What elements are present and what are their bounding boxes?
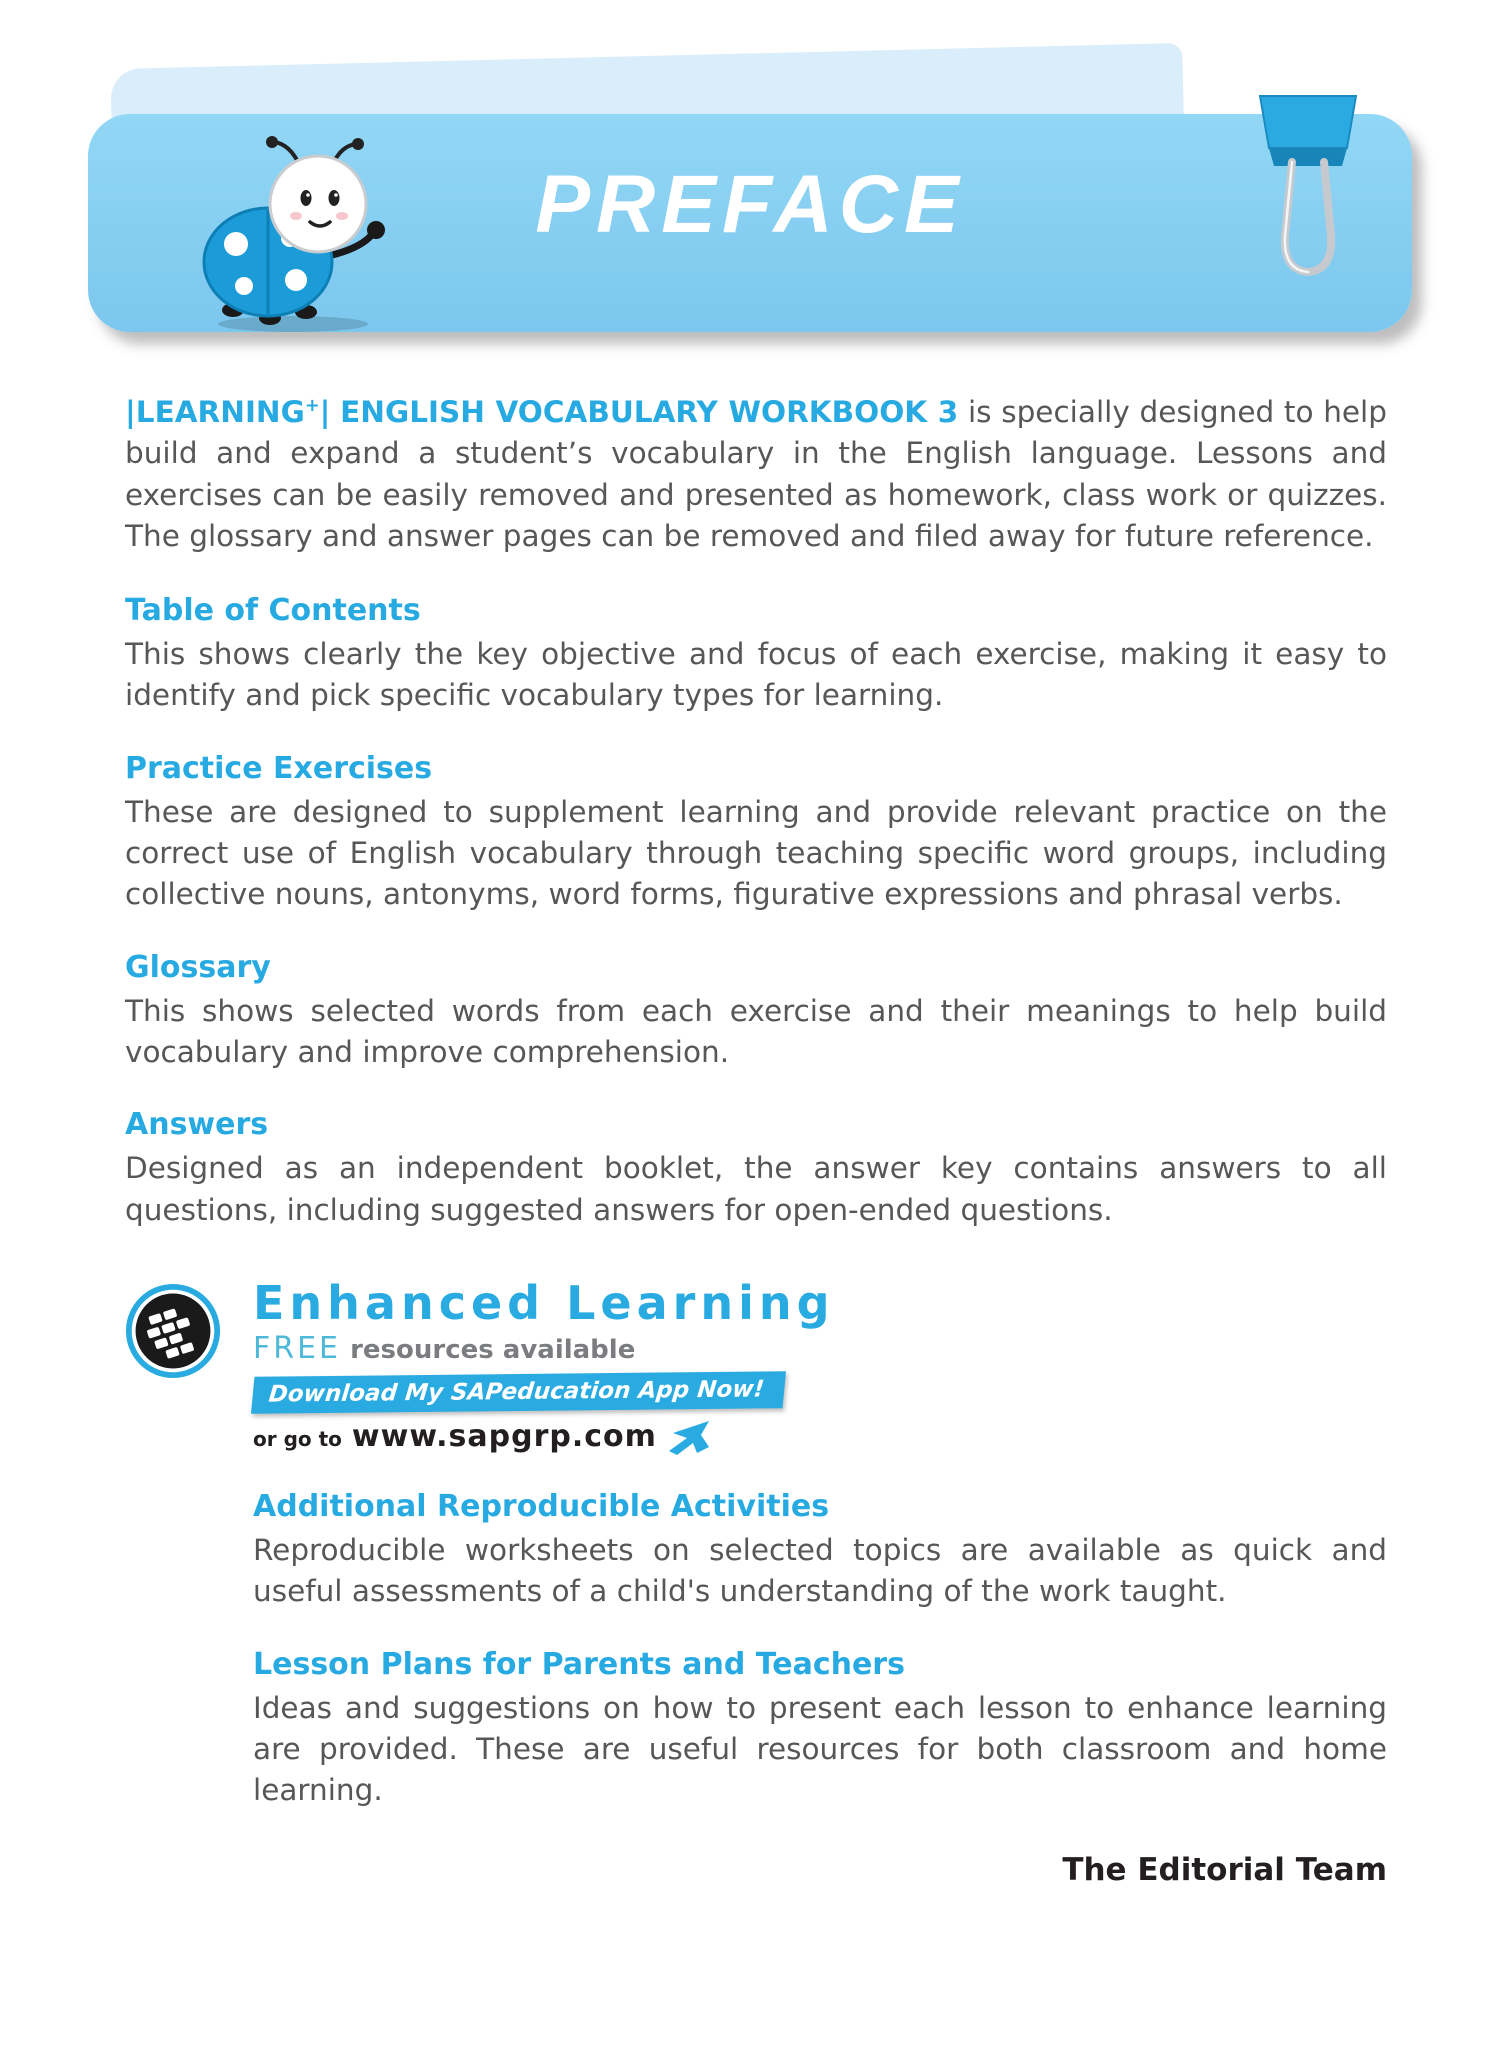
editorial-team-signature: The Editorial Team: [1062, 1852, 1387, 1888]
subsection-heading: Additional Reproducible Activities: [253, 1489, 830, 1525]
section-body: This shows selected words from each exercise and their meanings to help build vocabulary and improve comprehension.: [125, 993, 1387, 1069]
section-body: Designed as an independent booklet, the answer key contains answers to all questions, including suggested answers for open-ended questions.: [125, 1151, 1387, 1227]
intro-paragraph: [125, 392, 1387, 557]
cursor-arrow-icon: [667, 1419, 711, 1455]
subsection-body: Reproducible worksheets on selected topics are available as quick and useful assessments of a child's understanding of the work taught.: [253, 1533, 1387, 1609]
enhanced-learning-header: [125, 1275, 1387, 1455]
subsection-lesson-plans: [253, 1647, 1387, 1812]
section-heading: Table of Contents: [125, 593, 421, 629]
section-body: This shows clearly the key objective and focus of each exercise, making it easy to identify and pick specific vocabulary types for learning.: [125, 637, 1387, 713]
free-rest: resources available: [350, 1335, 636, 1366]
brand-post: |: [319, 395, 331, 429]
website-link[interactable]: www.sapgrp.com: [351, 1419, 657, 1455]
page-title: PREFACE: [535, 159, 965, 250]
content-area: [125, 392, 1387, 1812]
free-resources-line: [253, 1331, 835, 1366]
free-word: FREE: [253, 1331, 342, 1367]
section-practice-exercises: [125, 751, 1387, 916]
section-heading: Glossary: [125, 949, 271, 985]
download-app-banner[interactable]: Download My SAPeducation App Now!: [251, 1371, 786, 1414]
enhanced-learning-block: [125, 1275, 1387, 1812]
subsection-heading: Lesson Plans for Parents and Teachers: [253, 1646, 905, 1682]
brand-pre: |LEARNING: [125, 395, 305, 429]
section-heading: Answers: [125, 1107, 269, 1143]
brand-name: [125, 395, 330, 429]
intro-text: is specially designed to help build and expand a student’s vocabulary in the English language. Lessons and exercises can be easily removed and presented as homework, class work or quizzes. The glossary and answer pages can be removed and filed away for future reference.: [125, 395, 1387, 553]
section-body: These are designed to supplement learning and provide relevant practice on the correct use of English vocabulary through teaching specific word groups, including collective nouns, antonyms, word forms, figurative expressions and phrasal verbs.: [125, 794, 1387, 912]
go-to-prefix: or go to: [253, 1427, 342, 1452]
binder-clip-icon: [1250, 88, 1366, 293]
book-title: ENGLISH VOCABULARY WORKBOOK 3: [340, 395, 959, 429]
subsection-body: Ideas and suggestions on how to present each lesson to enhance learning are provided. These are useful resources for both classroom and home learning.: [253, 1690, 1387, 1808]
section-glossary: [125, 950, 1387, 1074]
section-heading: Practice Exercises: [125, 750, 433, 786]
sap-education-logo-icon: [125, 1283, 221, 1379]
website-line: [253, 1419, 835, 1455]
enhanced-learning-title: Enhanced Learning: [253, 1275, 835, 1330]
brand-plus: +: [304, 396, 320, 417]
header-banner: [88, 114, 1412, 332]
enhanced-learning-text-group: [253, 1275, 835, 1455]
section-answers: [125, 1107, 1387, 1231]
section-table-of-contents: [125, 593, 1387, 717]
subsection-reproducible-activities: [253, 1489, 1387, 1613]
